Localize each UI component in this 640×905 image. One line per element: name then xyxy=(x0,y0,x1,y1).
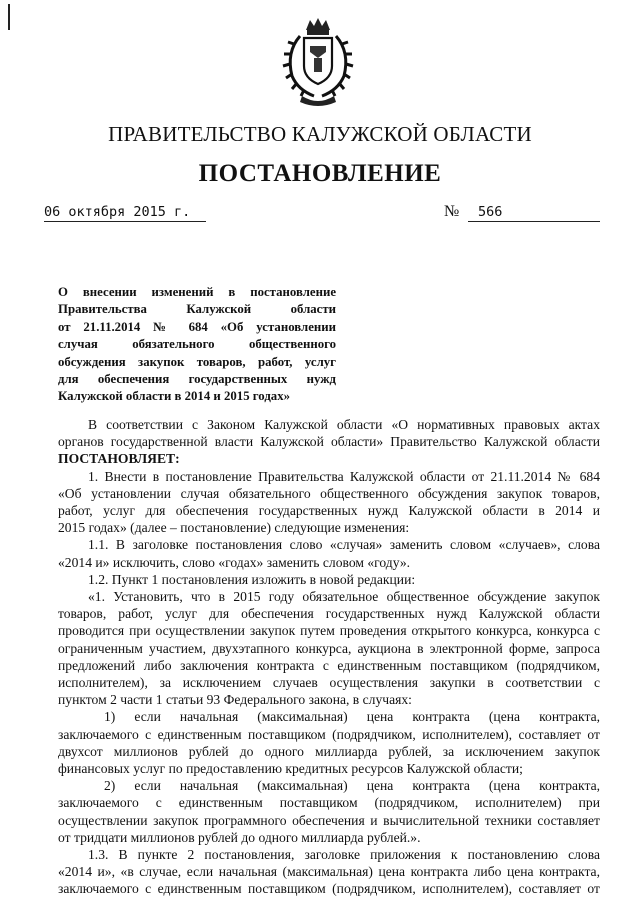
number-label: № xyxy=(444,203,460,220)
document-number: 566 xyxy=(468,204,600,222)
body-line: 1.2. Пункт 1 постановления изложить в новой редакции: xyxy=(88,571,416,587)
body-line: «1. Установить, что в 2015 году обязательное общественное обсуждение закупок xyxy=(88,589,600,605)
body-line: «2014 и», «в случае, если начальная (максимальная) цена контракта либо цена контракта, xyxy=(58,864,600,880)
resolves-keyword: ПОСТАНОВЛЯЕТ: xyxy=(58,451,180,467)
subject-line: случая обязательного общественного xyxy=(58,337,336,352)
subject-line: от 21.11.2014 № 684 «Об установлении xyxy=(58,319,336,334)
body-line: предложений либо заключения контракта с единственным поставщиком (подрядчиком, xyxy=(58,657,600,673)
subject-line: О внесении изменений в постановление xyxy=(58,285,336,299)
subject-line: для обеспечения государственных нужд xyxy=(58,372,336,387)
body-line: 2) если начальная (максимальная) цена контракта (цена контракта, xyxy=(104,778,600,794)
body-line: пунктом 2 части 1 статьи 93 Федерального закона, в случаях: xyxy=(58,692,412,708)
body-line: исполнителем), за исключением случаев осуществления закупки в соответствии с xyxy=(58,675,600,691)
body-line: 2015 годах» (далее – постановление) следующие изменения: xyxy=(58,520,410,536)
body-line: заключаемого с единственным поставщиком (подрядчиком, исполнителем) при xyxy=(58,795,600,811)
body-line: заключаемого с единственным поставщиком (подрядчиком, исполнителем), составляет от xyxy=(58,881,600,897)
body-line: «2014 и» исключить, слово «годах» заменить словом «году». xyxy=(58,554,411,570)
document-date: 06 октября 2015 г. xyxy=(44,204,206,222)
document-type: ПОСТАНОВЛЕНИЕ xyxy=(198,160,442,187)
body-line: товаров, работ, услуг для обеспечения государственных нужд Калужской области xyxy=(58,606,600,622)
body-line: двухсот миллионов рублей до одного миллиарда рублей, за исключением закупок xyxy=(58,743,600,759)
body-line: органов государственной власти Калужской области» Правительство Калужской области xyxy=(58,434,600,450)
document-body xyxy=(58,416,600,898)
body-line: заключаемого с единственным поставщиком (подрядчиком, исполнителем), составляет от xyxy=(58,726,600,742)
body-line: 1.1. В заголовке постановления слово «случая» заменить словом «случаев», слова xyxy=(88,537,600,553)
page-edge-mark xyxy=(8,4,10,30)
body-line: проводится при осуществлении закупок путем проведения открытого конкурса, конкурса с xyxy=(58,623,600,639)
body-line: финансовых услуг по предоставлению кредитных ресурсов Калужской области; xyxy=(58,761,523,777)
subject-line: Правительства Калужской области xyxy=(58,302,336,317)
body-line: осуществлении закупок программного обеспечения и вычислительной техники составляет xyxy=(58,812,600,828)
coat-of-arms-emblem xyxy=(280,16,356,108)
body-line: 1.3. В пункте 2 постановления, заголовке приложения к постановлению слова xyxy=(88,847,600,863)
subject-line: обсуждения закупок товаров, работ, услуг xyxy=(58,354,336,369)
body-line: «Об установлении случая обязательного общественного обсуждения закупок товаров, xyxy=(58,485,600,501)
document-subject xyxy=(58,284,336,406)
body-line: ограниченным участием, двухэтапного конкурса, аукциона в электронной форме, запроса xyxy=(58,640,600,656)
subject-line: Калужской области в 2014 и 2015 годах» xyxy=(58,389,290,404)
body-line: работ, услуг для обеспечения государственных нужд Калужской области в 2014 и xyxy=(58,503,600,519)
body-line: 1. Внести в постановление Правительства Калужской области от 21.11.2014 № 684 xyxy=(88,468,600,484)
body-line: от тридцати миллионов рублей до одного миллиарда рублей.». xyxy=(58,829,421,845)
body-line: 1) если начальная (максимальная) цена контракта (цена контракта, xyxy=(104,709,600,725)
government-name: ПРАВИТЕЛЬСТВО КАЛУЖСКОЙ ОБЛАСТИ xyxy=(108,122,532,146)
body-line: В соответствии с Законом Калужской области «О нормативных правовых актах xyxy=(88,417,600,432)
